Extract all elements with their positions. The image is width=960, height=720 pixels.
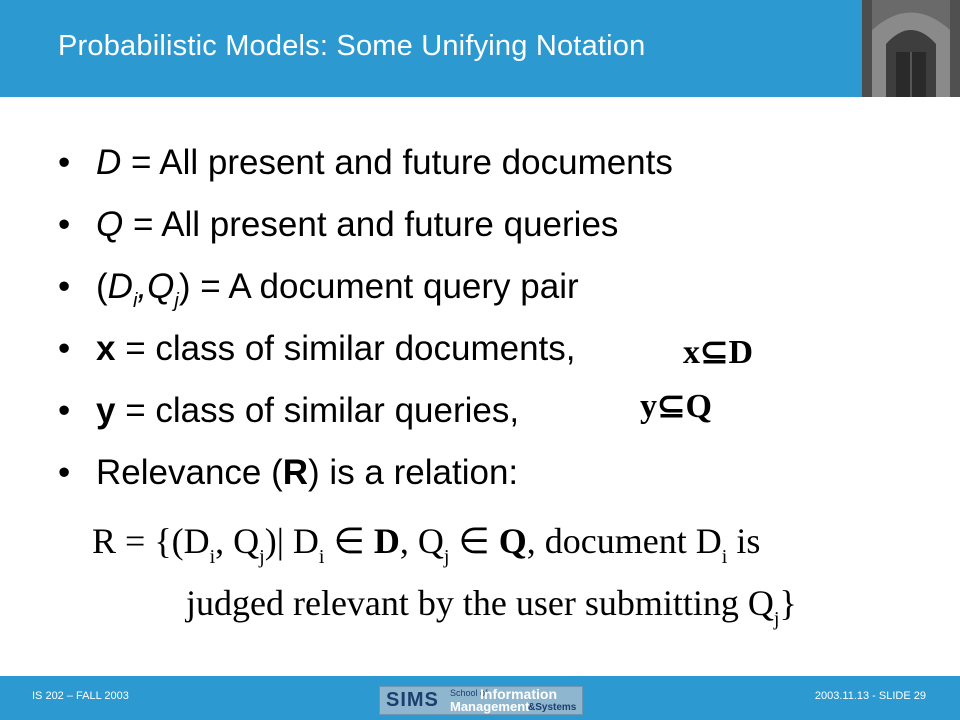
bullet-dot: • [58,143,71,182]
footer-course-label: IS 202 – FALL 2003 [32,690,129,702]
bullet-item-y-class [58,380,673,442]
bullet-dot: • [58,329,71,368]
bullet-dot: • [58,267,71,306]
bullet-dot: • [58,391,71,430]
subscript-i: i [132,290,138,312]
variable-d: D [107,267,133,306]
variable-d: D [96,143,122,182]
bullet-item-pair [58,256,673,318]
variable-y: y [96,391,116,430]
variable-x: x [96,329,116,368]
bullet-text-prefix: Relevance ( [96,453,283,492]
bullet-item-x-class [58,318,673,380]
footer-slide-number: 2003.11.13 - SLIDE 29 [814,690,926,702]
building-photo [862,0,960,97]
bullet-text: = All present and future queries [123,205,619,244]
relation-formula-line-1: $R = \{(D_i$, $Q_j)|$ $D_i$ ∈ D, $Q_j$ ∈ Q, document $D_i$ is [92,521,761,568]
relation-formula-line-2: judged relevant by the user submitting $Q_j$} [186,583,797,630]
formula-x-subset-d: x⊆D [683,334,754,371]
slide-title: Probabilistic Models: Some Unifying Notation [58,30,646,62]
variable-q: Q [96,205,124,244]
variable-q: Q [147,267,175,306]
bullet-item-relevance [58,442,673,504]
formula-y-subset-q: y⊆Q [640,388,712,425]
bullet-text: = All present and future documents [121,143,673,182]
open-paren: ( [96,267,108,306]
bullet-item-queries [58,194,673,256]
sims-logo: SIMS School of Information Management &Systems [379,686,583,715]
bullet-text: ) is a relation: [308,453,519,492]
bullet-list [58,132,673,504]
bullet-dot: • [58,205,71,244]
bullet-text: = class of similar queries, [115,391,520,430]
pair-comma: , [137,267,148,306]
subscript-j: j [174,290,179,312]
bullet-item-documents [58,132,673,194]
bullet-text: ) = A document query pair [178,267,579,306]
variable-r: R [282,453,309,492]
bullet-dot: • [58,453,71,492]
bullet-text: = class of similar documents, [115,329,576,368]
